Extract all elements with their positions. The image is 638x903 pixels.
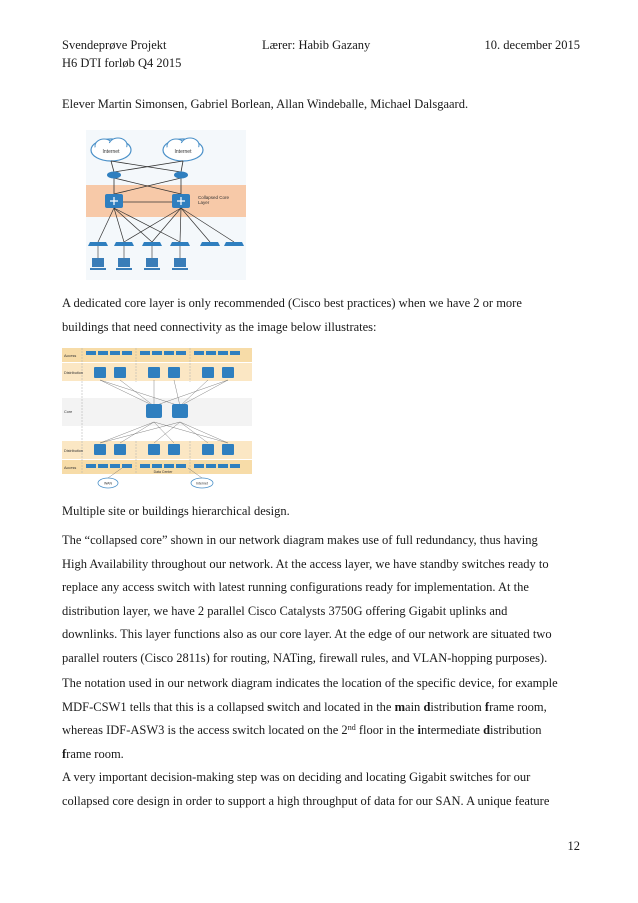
header-project: Svendeprøve Projekt [62, 38, 167, 52]
data-center-label: Data Center [153, 470, 173, 474]
paragraph-notation [62, 672, 582, 766]
paragraph-line: A dedicated core layer is only recommended (Cisco best practices) when we have 2 or more [62, 296, 522, 310]
students-line: Elever Martin Simonsen, Gabriel Borlean, Allan Windeballe, Michael Dalsgaard. [62, 97, 469, 111]
computer-icon [174, 258, 186, 267]
access-switch-icon [142, 242, 162, 246]
core-label-line2: Layer [198, 200, 210, 205]
paragraph-collapsed-core [62, 529, 582, 670]
paragraph-line: distribution layer, we have 2 parallel Cisco Catalysts 3750G offering Gigabit uplinks and [62, 603, 508, 618]
paragraph-line: The “collapsed core” shown in our network diagram makes use of full redundancy, thus having [62, 533, 538, 547]
figure-caption: Multiple site or buildings hierarchical design. [62, 504, 290, 518]
computer-icon [118, 258, 130, 267]
paragraph-line: downlinks. This layer functions also as our core layer. At the edge of our network are situated two [62, 627, 552, 641]
paragraph-line: MDF-CSW1 tells that this is a collapsed switch and located in the main distribution frame room, [62, 699, 547, 714]
core-switch-icon [172, 404, 188, 418]
paragraph-line: replace any access switch with latest running configurations ready for implementation. At the [62, 580, 529, 594]
paragraph-line: frame room. [62, 746, 124, 761]
computer-icon [92, 258, 104, 267]
cloud-left-label: Internet [102, 149, 120, 155]
collapsed-core-diagram [86, 130, 246, 280]
access-switch-icon [88, 242, 108, 246]
header-teacher: Lærer: Habib Gazany [262, 38, 371, 52]
header-course: H6 DTI forløb Q4 2015 [62, 56, 182, 70]
paragraph-gigabit-switches [62, 766, 582, 813]
paragraph-line: collapsed core design in order to support a high throughput of data for our SAN. A unique feature [62, 793, 550, 808]
layer-label-access-2: Access [64, 466, 77, 470]
router-right-icon [174, 172, 188, 179]
core-switch-icon [146, 404, 162, 418]
paragraph-line: buildings that need connectivity as the image below illustrates: [62, 319, 377, 334]
cloud-right-label: Internet [174, 149, 192, 155]
access-switch-icon [200, 242, 220, 246]
paragraph-line: High Availability throughout our network. At the access layer, we have standby switches ready to [62, 556, 549, 571]
page-number: 12 [567, 839, 580, 853]
access-switch-icon [224, 242, 244, 246]
internet-label: Internet [196, 481, 208, 486]
computer-icon [146, 258, 158, 267]
access-switch-icon [114, 242, 134, 246]
paragraph-core-recommendation [62, 292, 582, 339]
paragraph-line: The notation used in our network diagram indicates the location of the specific device, for example [62, 676, 558, 690]
router-left-icon [107, 172, 121, 179]
layer-label-distribution-2: Distribution [64, 449, 83, 453]
header-date: 10. december 2015 [484, 38, 580, 52]
core-label-line1: Collapsed Core [198, 195, 230, 200]
access-switch-icon [170, 242, 190, 246]
layer-label-access: Access [64, 354, 77, 358]
paragraph-line: parallel routers (Cisco 2811s) for routing, NATing, firewall rules, and VLAN-hopping purposes). [62, 650, 548, 665]
paragraph-line: A very important decision-making step was on deciding and locating Gigabit switches for our [62, 770, 531, 784]
hierarchical-design-diagram [62, 346, 252, 492]
layer-label-distribution: Distribution [64, 371, 83, 375]
layer-label-core: Core [64, 410, 73, 414]
wan-label: WAN [103, 481, 113, 486]
paragraph-line: whereas IDF-ASW3 is the access switch located on the 2nd floor in the intermediate distribution [62, 723, 542, 737]
